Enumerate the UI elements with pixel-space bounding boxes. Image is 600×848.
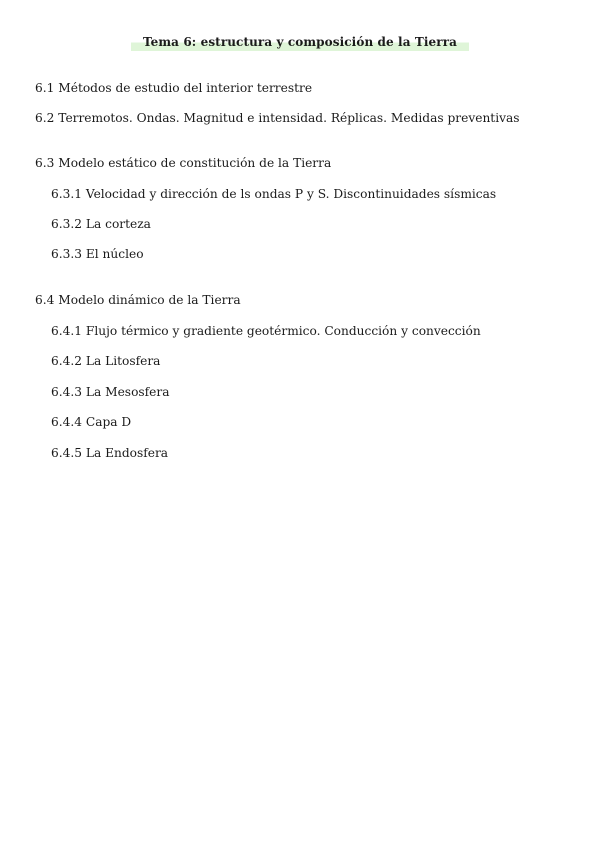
title-container — [0, 31, 600, 51]
toc-item-6-4-1: 6.4.1 Flujo térmico y gradiente geotérmico. Conducción y convección — [51, 324, 481, 338]
toc-item-6-3-3: 6.3.3 El núcleo — [51, 247, 144, 261]
toc-item-6-2: 6.2 Terremotos. Ondas. Magnitud e intensidad. Réplicas. Medidas preventivas — [35, 111, 520, 125]
toc-item-6-4: 6.4 Modelo dinámico de la Tierra — [35, 293, 241, 307]
toc-item-6-4-2: 6.4.2 La Litosfera — [51, 354, 161, 368]
toc-item-6-4-5: 6.4.5 La Endosfera — [51, 446, 169, 460]
toc-item-6-3-2: 6.3.2 La corteza — [51, 217, 151, 231]
toc-item-6-3-1: 6.3.1 Velocidad y dirección de ls ondas P y S. Discontinuidades sísmicas — [51, 187, 497, 201]
document-title: Tema 6: estructura y composición de la Tierra — [131, 34, 469, 51]
toc-item-6-1: 6.1 Métodos de estudio del interior terrestre — [35, 81, 313, 95]
toc-item-6-3: 6.3 Modelo estático de constitución de la Tierra — [35, 156, 332, 170]
toc-item-6-4-4: 6.4.4 Capa D — [51, 415, 132, 429]
toc-item-6-4-3: 6.4.3 La Mesosfera — [51, 385, 170, 399]
